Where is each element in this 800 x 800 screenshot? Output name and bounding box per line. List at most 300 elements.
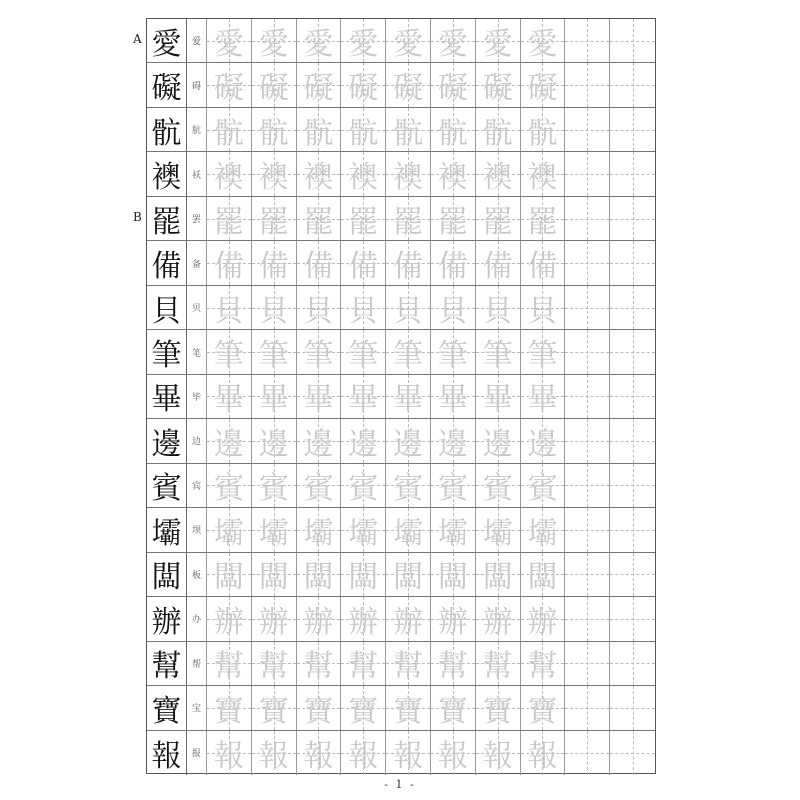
trace-cell xyxy=(386,197,431,240)
trace-character: 畢 xyxy=(482,382,513,418)
trace-cell xyxy=(431,508,476,551)
simplified-character: 贝 xyxy=(187,286,207,329)
trace-cell xyxy=(341,108,386,151)
trace-cell xyxy=(252,63,297,106)
trace-cell xyxy=(476,686,521,729)
trace-cell xyxy=(386,152,431,195)
trace-cell xyxy=(252,375,297,418)
trace-cell xyxy=(521,19,566,62)
trace-character: 罷 xyxy=(348,204,379,240)
trace-character: 邊 xyxy=(213,426,244,462)
trace-character: 貝 xyxy=(213,293,244,329)
trace-character: 罷 xyxy=(258,204,289,240)
trace-cell xyxy=(521,152,566,195)
blank-practice-cell xyxy=(565,330,610,373)
trace-character: 寶 xyxy=(303,693,334,729)
trace-cell xyxy=(386,19,431,62)
trace-character: 骯 xyxy=(213,115,244,151)
blank-practice-cell xyxy=(565,464,610,507)
trace-cell xyxy=(476,553,521,596)
trace-cell xyxy=(521,553,566,596)
trace-character: 貝 xyxy=(348,293,379,329)
trace-cell xyxy=(207,553,252,596)
trace-cell xyxy=(252,419,297,462)
model-character: 貝 xyxy=(147,286,187,329)
trace-character: 賓 xyxy=(303,471,334,507)
trace-character: 畢 xyxy=(527,382,558,418)
trace-character: 報 xyxy=(393,738,424,774)
trace-character: 賓 xyxy=(348,471,379,507)
trace-character: 寶 xyxy=(348,693,379,729)
trace-cell xyxy=(297,686,342,729)
trace-cell xyxy=(431,19,476,62)
trace-character: 貝 xyxy=(437,293,468,329)
simplified-character: 板 xyxy=(187,553,207,596)
trace-character: 幫 xyxy=(258,649,289,685)
trace-character: 報 xyxy=(213,738,244,774)
blank-practice-cell xyxy=(565,731,610,775)
trace-character: 愛 xyxy=(213,26,244,62)
trace-character: 愛 xyxy=(482,26,513,62)
trace-character: 闆 xyxy=(303,560,334,596)
trace-character: 邊 xyxy=(482,426,513,462)
trace-cell xyxy=(476,63,521,106)
trace-character: 備 xyxy=(258,249,289,285)
trace-cell xyxy=(297,642,342,685)
practice-row xyxy=(147,419,655,463)
trace-character: 寶 xyxy=(482,693,513,729)
trace-cell xyxy=(297,197,342,240)
trace-cell xyxy=(521,63,566,106)
trace-cell xyxy=(207,642,252,685)
blank-practice-cell xyxy=(565,63,610,106)
trace-character: 貝 xyxy=(258,293,289,329)
section-letter: A xyxy=(133,32,142,47)
trace-cell xyxy=(341,686,386,729)
trace-cell xyxy=(521,330,566,373)
trace-cell xyxy=(431,597,476,640)
trace-character: 筆 xyxy=(213,338,244,374)
trace-character: 貝 xyxy=(303,293,334,329)
trace-cell xyxy=(341,375,386,418)
trace-character: 幫 xyxy=(527,649,558,685)
trace-character: 寶 xyxy=(213,693,244,729)
blank-practice-cell xyxy=(610,508,655,551)
trace-character: 報 xyxy=(348,738,379,774)
trace-cell xyxy=(386,241,431,284)
trace-cell xyxy=(207,286,252,329)
blank-practice-cell xyxy=(610,375,655,418)
trace-cell xyxy=(207,108,252,151)
trace-character: 愛 xyxy=(303,26,334,62)
trace-cell xyxy=(431,63,476,106)
trace-character: 辦 xyxy=(527,604,558,640)
trace-cell xyxy=(297,464,342,507)
trace-character: 壩 xyxy=(437,515,468,551)
trace-character: 闆 xyxy=(258,560,289,596)
trace-character: 礙 xyxy=(213,71,244,107)
trace-character: 賓 xyxy=(393,471,424,507)
trace-character: 罷 xyxy=(437,204,468,240)
trace-character: 幫 xyxy=(482,649,513,685)
trace-character: 幫 xyxy=(437,649,468,685)
trace-cell xyxy=(521,731,566,775)
trace-cell xyxy=(476,108,521,151)
practice-row xyxy=(147,731,655,775)
trace-character: 闆 xyxy=(482,560,513,596)
trace-cell xyxy=(521,197,566,240)
blank-practice-cell xyxy=(610,731,655,775)
trace-cell xyxy=(297,330,342,373)
trace-cell xyxy=(386,553,431,596)
trace-character: 罷 xyxy=(393,204,424,240)
trace-character: 壩 xyxy=(482,515,513,551)
trace-character: 畢 xyxy=(213,382,244,418)
trace-character: 襖 xyxy=(437,160,468,196)
trace-cell xyxy=(207,63,252,106)
blank-practice-cell xyxy=(565,553,610,596)
trace-character: 愛 xyxy=(348,26,379,62)
trace-cell xyxy=(386,686,431,729)
practice-row xyxy=(147,686,655,730)
trace-cell xyxy=(207,597,252,640)
trace-character: 礙 xyxy=(437,71,468,107)
trace-character: 報 xyxy=(482,738,513,774)
trace-character: 畢 xyxy=(303,382,334,418)
trace-cell xyxy=(252,330,297,373)
trace-character: 筆 xyxy=(258,338,289,374)
blank-practice-cell xyxy=(610,330,655,373)
trace-character: 壩 xyxy=(527,515,558,551)
trace-character: 闆 xyxy=(527,560,558,596)
trace-character: 辦 xyxy=(393,604,424,640)
trace-character: 報 xyxy=(527,738,558,774)
trace-character: 辦 xyxy=(213,604,244,640)
simplified-character: 边 xyxy=(187,419,207,462)
trace-cell xyxy=(386,63,431,106)
trace-character: 辦 xyxy=(437,604,468,640)
trace-cell xyxy=(386,375,431,418)
blank-practice-cell xyxy=(610,553,655,596)
blank-practice-cell xyxy=(565,508,610,551)
trace-cell xyxy=(431,330,476,373)
model-character: 辦 xyxy=(147,597,187,640)
trace-cell xyxy=(252,241,297,284)
trace-cell xyxy=(341,553,386,596)
trace-cell xyxy=(476,642,521,685)
model-character: 賓 xyxy=(147,464,187,507)
blank-practice-cell xyxy=(610,152,655,195)
section-letter: B xyxy=(133,210,142,225)
model-character: 礙 xyxy=(147,63,187,106)
trace-character: 邊 xyxy=(437,426,468,462)
trace-character: 筆 xyxy=(348,338,379,374)
trace-cell xyxy=(521,419,566,462)
trace-cell xyxy=(207,197,252,240)
practice-row xyxy=(147,508,655,552)
blank-practice-cell xyxy=(610,19,655,62)
trace-character: 貝 xyxy=(393,293,424,329)
trace-cell xyxy=(341,241,386,284)
trace-cell xyxy=(341,63,386,106)
trace-cell xyxy=(297,152,342,195)
blank-practice-cell xyxy=(610,642,655,685)
trace-character: 愛 xyxy=(437,26,468,62)
simplified-character: 肮 xyxy=(187,108,207,151)
trace-character: 罷 xyxy=(527,204,558,240)
trace-character: 邊 xyxy=(393,426,424,462)
practice-sheet xyxy=(146,18,656,774)
simplified-character: 宾 xyxy=(187,464,207,507)
trace-character: 礙 xyxy=(393,71,424,107)
trace-character: 備 xyxy=(213,249,244,285)
trace-cell xyxy=(341,286,386,329)
practice-row xyxy=(147,286,655,330)
blank-practice-cell xyxy=(565,152,610,195)
trace-character: 備 xyxy=(393,249,424,285)
simplified-character: 罢 xyxy=(187,197,207,240)
trace-cell xyxy=(386,642,431,685)
trace-cell xyxy=(252,642,297,685)
trace-character: 辦 xyxy=(258,604,289,640)
simplified-character: 报 xyxy=(187,731,207,775)
blank-practice-cell xyxy=(565,286,610,329)
trace-character: 骯 xyxy=(527,115,558,151)
trace-character: 襖 xyxy=(258,160,289,196)
trace-cell xyxy=(431,108,476,151)
model-character: 闆 xyxy=(147,553,187,596)
trace-cell xyxy=(521,375,566,418)
trace-cell xyxy=(431,286,476,329)
trace-character: 襖 xyxy=(303,160,334,196)
trace-cell xyxy=(341,19,386,62)
trace-cell xyxy=(341,508,386,551)
trace-character: 賓 xyxy=(437,471,468,507)
simplified-character: 爱 xyxy=(187,19,207,62)
trace-character: 邊 xyxy=(258,426,289,462)
model-character: 愛 xyxy=(147,19,187,62)
simplified-character: 办 xyxy=(187,597,207,640)
trace-cell xyxy=(431,241,476,284)
model-character: 備 xyxy=(147,241,187,284)
trace-character: 報 xyxy=(258,738,289,774)
blank-practice-cell xyxy=(610,108,655,151)
trace-cell xyxy=(341,419,386,462)
trace-cell xyxy=(386,419,431,462)
trace-cell xyxy=(476,197,521,240)
trace-cell xyxy=(297,375,342,418)
trace-cell xyxy=(207,375,252,418)
practice-row xyxy=(147,197,655,241)
trace-character: 筆 xyxy=(437,338,468,374)
trace-cell xyxy=(341,597,386,640)
simplified-character: 袄 xyxy=(187,152,207,195)
trace-cell xyxy=(476,508,521,551)
trace-cell xyxy=(297,731,342,775)
trace-cell xyxy=(252,686,297,729)
trace-cell xyxy=(252,731,297,775)
trace-cell xyxy=(297,63,342,106)
trace-character: 愛 xyxy=(258,26,289,62)
trace-character: 襖 xyxy=(213,160,244,196)
blank-practice-cell xyxy=(610,241,655,284)
trace-cell xyxy=(252,597,297,640)
trace-cell xyxy=(386,597,431,640)
model-character: 邊 xyxy=(147,419,187,462)
trace-character: 闆 xyxy=(213,560,244,596)
blank-practice-cell xyxy=(610,597,655,640)
model-character: 罷 xyxy=(147,197,187,240)
trace-cell xyxy=(431,686,476,729)
trace-character: 壩 xyxy=(303,515,334,551)
trace-character: 愛 xyxy=(393,26,424,62)
trace-cell xyxy=(297,241,342,284)
trace-cell xyxy=(297,508,342,551)
trace-cell xyxy=(386,508,431,551)
model-character: 報 xyxy=(147,731,187,775)
simplified-character: 坝 xyxy=(187,508,207,551)
trace-character: 骯 xyxy=(258,115,289,151)
practice-row xyxy=(147,464,655,508)
trace-character: 貝 xyxy=(527,293,558,329)
blank-practice-cell xyxy=(610,197,655,240)
blank-practice-cell xyxy=(610,63,655,106)
trace-cell xyxy=(252,464,297,507)
trace-character: 襖 xyxy=(527,160,558,196)
trace-character: 賓 xyxy=(258,471,289,507)
blank-practice-cell xyxy=(565,197,610,240)
trace-cell xyxy=(207,19,252,62)
blank-practice-cell xyxy=(610,419,655,462)
trace-cell xyxy=(341,642,386,685)
trace-character: 襖 xyxy=(348,160,379,196)
practice-row xyxy=(147,152,655,196)
trace-character: 罷 xyxy=(482,204,513,240)
trace-character: 備 xyxy=(348,249,379,285)
trace-character: 筆 xyxy=(303,338,334,374)
trace-character: 辦 xyxy=(348,604,379,640)
trace-character: 礙 xyxy=(348,71,379,107)
practice-row xyxy=(147,553,655,597)
trace-cell xyxy=(476,419,521,462)
practice-row xyxy=(147,241,655,285)
trace-cell xyxy=(521,597,566,640)
trace-character: 寶 xyxy=(527,693,558,729)
trace-character: 礙 xyxy=(258,71,289,107)
trace-character: 賓 xyxy=(482,471,513,507)
trace-character: 骯 xyxy=(482,115,513,151)
practice-row xyxy=(147,63,655,107)
trace-character: 壩 xyxy=(213,515,244,551)
simplified-character: 碍 xyxy=(187,63,207,106)
trace-cell xyxy=(341,330,386,373)
trace-character: 畢 xyxy=(393,382,424,418)
trace-cell xyxy=(207,508,252,551)
trace-cell xyxy=(207,464,252,507)
trace-character: 邊 xyxy=(348,426,379,462)
trace-cell xyxy=(476,241,521,284)
simplified-character: 笔 xyxy=(187,330,207,373)
trace-character: 賓 xyxy=(213,471,244,507)
trace-cell xyxy=(297,597,342,640)
practice-row xyxy=(147,19,655,63)
trace-character: 愛 xyxy=(527,26,558,62)
trace-cell xyxy=(207,241,252,284)
trace-character: 壩 xyxy=(258,515,289,551)
trace-cell xyxy=(252,19,297,62)
trace-character: 襖 xyxy=(482,160,513,196)
trace-cell xyxy=(476,375,521,418)
blank-practice-cell xyxy=(565,597,610,640)
simplified-character: 毕 xyxy=(187,375,207,418)
page-number: - 1 - xyxy=(384,778,416,791)
trace-cell xyxy=(297,19,342,62)
trace-character: 畢 xyxy=(258,382,289,418)
trace-character: 闆 xyxy=(348,560,379,596)
trace-cell xyxy=(386,464,431,507)
trace-character: 報 xyxy=(303,738,334,774)
blank-practice-cell xyxy=(565,19,610,62)
trace-character: 賓 xyxy=(527,471,558,507)
trace-character: 骯 xyxy=(393,115,424,151)
trace-cell xyxy=(341,152,386,195)
trace-character: 幫 xyxy=(393,649,424,685)
trace-cell xyxy=(476,286,521,329)
trace-character: 礙 xyxy=(527,71,558,107)
simplified-character: 备 xyxy=(187,241,207,284)
blank-practice-cell xyxy=(565,419,610,462)
trace-cell xyxy=(207,686,252,729)
trace-character: 幫 xyxy=(348,649,379,685)
trace-cell xyxy=(476,464,521,507)
trace-cell xyxy=(341,464,386,507)
trace-cell xyxy=(252,108,297,151)
trace-character: 寶 xyxy=(258,693,289,729)
trace-cell xyxy=(386,108,431,151)
trace-character: 礙 xyxy=(303,71,334,107)
trace-cell xyxy=(252,508,297,551)
trace-cell xyxy=(431,375,476,418)
trace-cell xyxy=(386,286,431,329)
trace-character: 寶 xyxy=(437,693,468,729)
trace-cell xyxy=(297,419,342,462)
trace-cell xyxy=(297,286,342,329)
blank-practice-cell xyxy=(565,108,610,151)
trace-character: 畢 xyxy=(348,382,379,418)
trace-character: 骯 xyxy=(303,115,334,151)
trace-cell xyxy=(252,553,297,596)
model-character: 骯 xyxy=(147,108,187,151)
trace-cell xyxy=(431,464,476,507)
trace-character: 貝 xyxy=(482,293,513,329)
trace-cell xyxy=(341,731,386,775)
trace-character: 報 xyxy=(437,738,468,774)
trace-character: 壩 xyxy=(348,515,379,551)
trace-cell xyxy=(521,642,566,685)
simplified-character: 宝 xyxy=(187,686,207,729)
trace-cell xyxy=(386,731,431,775)
trace-character: 幫 xyxy=(303,649,334,685)
trace-cell xyxy=(297,108,342,151)
trace-cell xyxy=(521,508,566,551)
blank-practice-cell xyxy=(565,686,610,729)
trace-cell xyxy=(207,152,252,195)
trace-cell xyxy=(252,152,297,195)
trace-character: 備 xyxy=(482,249,513,285)
trace-character: 寶 xyxy=(393,693,424,729)
model-character: 畢 xyxy=(147,375,187,418)
trace-cell xyxy=(297,553,342,596)
